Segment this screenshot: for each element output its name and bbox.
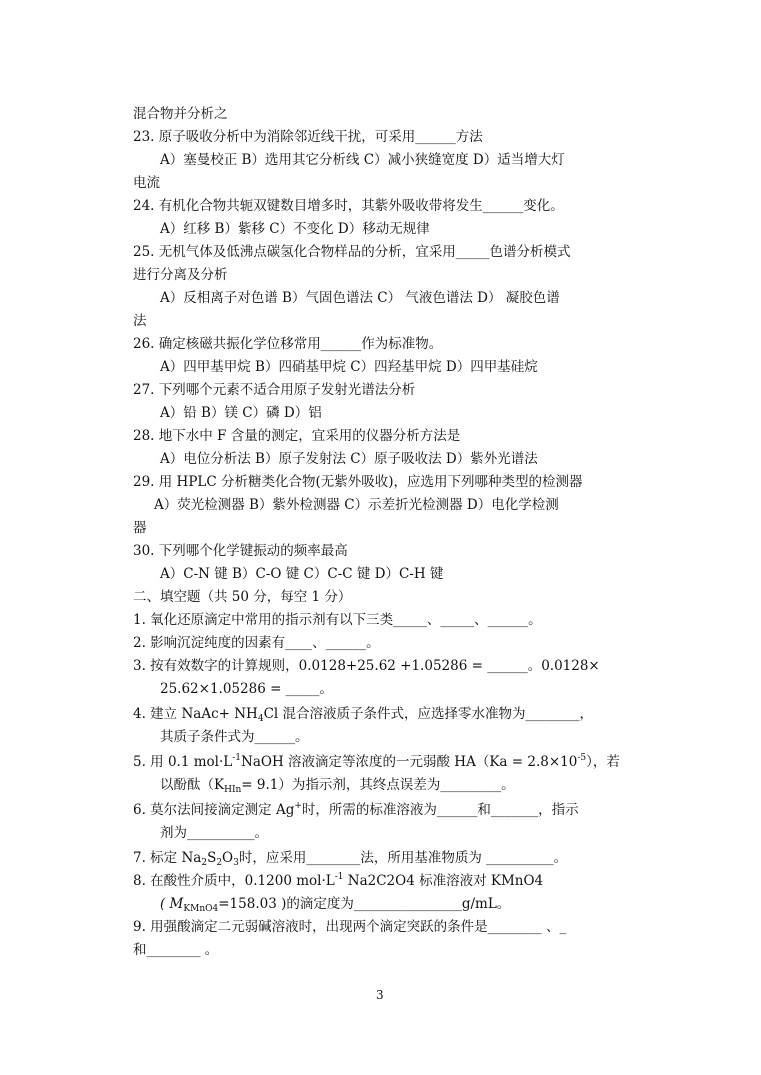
question-24-options: A）红移 B）紫移 C）不变化 D）移动无规律 bbox=[160, 221, 430, 237]
text-line: 电流 bbox=[133, 175, 160, 191]
question-30: 30. 下列哪个化学键振动的频率最高 bbox=[133, 543, 348, 559]
text-line: 进行分离及分析 bbox=[133, 267, 228, 283]
question-25-options: A）反相离子对色谱 B）气固色谱法 C） 气液色谱法 D） 凝胶色谱 bbox=[160, 290, 560, 306]
fill-6: 6. 莫尔法间接滴定测定 Ag+时，所需的标准溶液为______和_______，指示 bbox=[133, 801, 579, 818]
question-28: 28. 地下水中 F 含量的测定，宜采用的仪器分析方法是 bbox=[133, 428, 461, 444]
page-number: 3 bbox=[376, 988, 384, 1002]
question-27-options: A）铅 B）镁 C）磷 D）铝 bbox=[160, 405, 322, 421]
question-29-options: A）荧光检测器 B）紫外检测器 C）示差折光检测器 D）电化学检测 bbox=[154, 497, 559, 513]
question-26-options: A）四甲基甲烷 B）四硝基甲烷 C）四羟基甲烷 D）四甲基硅烷 bbox=[160, 359, 538, 375]
fill-6-cont: 剂为__________。 bbox=[160, 825, 268, 841]
question-23: 23. 原子吸收分析中为消除邻近线干扰，可采用______方法 bbox=[133, 129, 483, 145]
fill-4-cont: 其质子条件式为______。 bbox=[160, 729, 309, 745]
fill-2: 2. 影响沉淀纯度的因素有____、______。 bbox=[133, 635, 380, 651]
fill-8: 8. 在酸性介质中，0.1200 $mol\cdot L^{-1}$ Na2C2O4 标准溶液对 KMnO4 bbox=[133, 872, 544, 889]
question-23-options: A）塞曼校正 B）选用其它分析线 C）减小狭缝宽度 D）适当增大灯 bbox=[160, 152, 565, 168]
fill-3: 3. 按有效数字的计算规则，0.0128+25.62 +1.05286 = ______。0.0128× bbox=[133, 658, 600, 674]
question-30-options: A）C-N 键 B）C-O 键 C）C-C 键 D）C-H 键 bbox=[160, 566, 444, 582]
fill-3-cont: 25.62×1.05286 = _____。 bbox=[160, 681, 333, 697]
fill-5: 5. 用 0.1 $mol\cdot L^{-1}NaOH$ 溶液滴定等浓度的一元弱酸 $HA(Ka = 2.8\times 10^{-5})$，若 bbox=[133, 753, 620, 770]
fill-4: 4. 建立 NaAc+ $NH_4Cl$ 混合溶液质子条件式，应选择零水准物为________， bbox=[133, 706, 594, 724]
text-line: 法 bbox=[133, 313, 147, 329]
fill-7: 7. 标定 $Na_2S_2O_3$时，应采用________法，所用基准物质为 __________。 bbox=[133, 850, 568, 868]
fill-9-cont: 和________ 。 bbox=[133, 942, 219, 958]
question-27: 27. 下列哪个元素不适合用原子发射光谱法分析 bbox=[133, 382, 416, 398]
section-heading: 二、填空题（共 50 分，每空 1 分） bbox=[133, 589, 352, 605]
fill-5-cont: 以酚酞$(K_{HIn}= 9.1)$为指示剂，其终点误差为_________。 bbox=[160, 777, 515, 795]
question-24: 24. 有机化合物共轭双键数目增多时，其紫外吸收带将发生______变化。 bbox=[133, 198, 564, 214]
text-line: 混合物并分析之 bbox=[133, 106, 228, 122]
text-line: 器 bbox=[133, 520, 147, 536]
fill-9: 9. 用强酸滴定二元弱碱溶液时，出现两个滴定突跃的条件是________ 、_ bbox=[133, 919, 567, 935]
question-28-options: A）电位分析法 B）原子发射法 C）原子吸收法 D）紫外光谱法 bbox=[160, 451, 538, 467]
fill-1: 1. 氧化还原滴定中常用的指示剂有以下三类_____、_____、______。 bbox=[133, 612, 542, 628]
question-25: 25. 无机气体及低沸点碳氢化合物样品的分析，宜采用_____色谱分析模式 bbox=[133, 244, 571, 260]
fill-8-cont: ( $M_{KMnO4}=158.03$ )的滴定度为________________g/mL。 bbox=[160, 896, 511, 914]
question-29: 29. 用 HPLC 分析糖类化合物(无紫外吸收)，应选用下列哪种类型的检测器 bbox=[133, 474, 583, 490]
question-26: 26. 确定核磁共振化学位移常用______作为标准物。 bbox=[133, 336, 443, 352]
